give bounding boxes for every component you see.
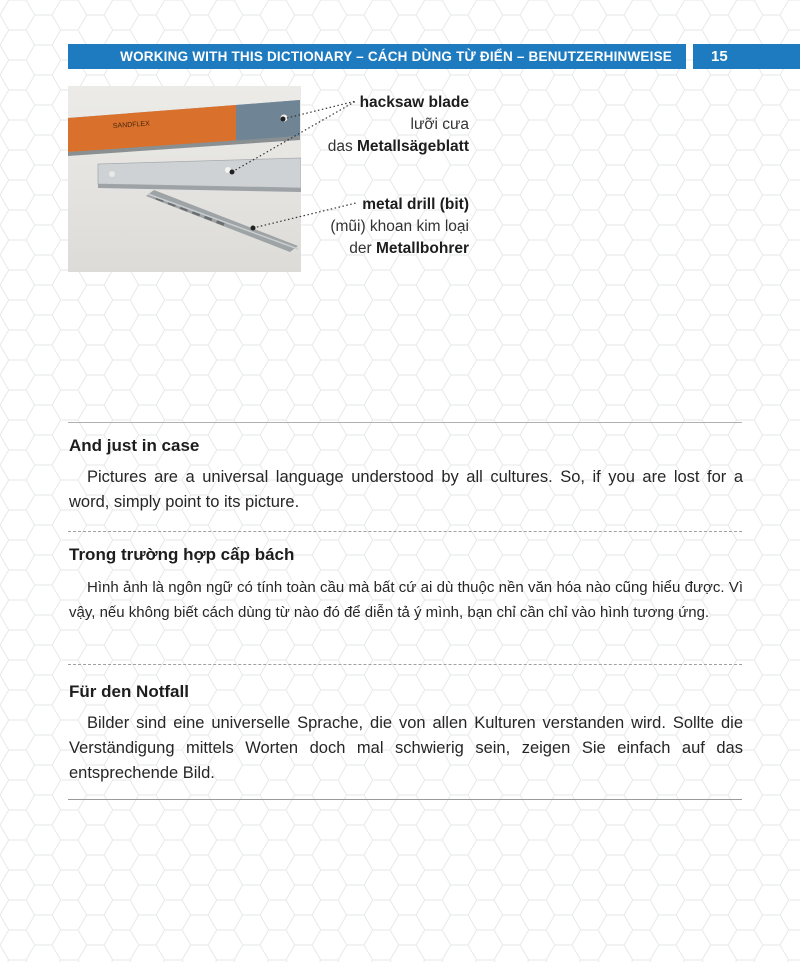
section-heading-german: Für den Notfall xyxy=(69,682,189,701)
section-heading-vietnamese: Trong trường hợp cấp bách xyxy=(69,545,295,564)
label-vietnamese: lưỡi cưa xyxy=(410,116,469,133)
page-number: 15 xyxy=(711,48,728,65)
section-heading-english: And just in case xyxy=(69,436,200,455)
page-header-title: WORKING WITH THIS DICTIONARY – CÁCH DÙNG TỪ ĐIỂN – BENUTZERHINWEISE xyxy=(120,49,672,64)
section-divider xyxy=(68,422,742,423)
label-german-article: der xyxy=(349,240,372,257)
section-body-english: Pictures are a universal language understood by all cultures. So, if you are lost for a word, simply point to its picture. xyxy=(69,468,743,511)
hacksaw-blade-label xyxy=(328,92,469,158)
label-vietnamese: (mũi) khoan kim loại xyxy=(330,218,469,235)
label-german xyxy=(328,136,469,158)
label-german-word: Metallsägeblatt xyxy=(357,138,469,155)
section-body-german: Bilder sind eine universelle Sprache, die von allen Kulturen verstanden wird. Sollte die Verständigung mittels Worten doch mal schwierig sein, zeigen Sie einfach auf das entsprechende Bild. xyxy=(69,714,743,782)
section-divider xyxy=(68,664,742,665)
label-english: metal drill (bit) xyxy=(362,196,469,213)
section-divider xyxy=(68,799,742,800)
section-body-vietnamese: Hình ảnh là ngôn ngữ có tính toàn cầu mà bất cứ ai dù thuộc nền văn hóa nào cũng hiểu được. Vì vậy, nếu không biết cách dùng từ nào đó để diễn tả ý mình, bạn chỉ cần chỉ vào hình tương ứng. xyxy=(69,579,743,621)
metal-drill-label xyxy=(330,194,469,260)
label-german xyxy=(330,238,469,260)
label-english: hacksaw blade xyxy=(359,94,469,111)
label-german-word: Metallbohrer xyxy=(375,240,469,257)
label-german-article: das xyxy=(327,138,353,155)
svg-text:SANDFLEX: SANDFLEX xyxy=(112,120,151,130)
section-divider xyxy=(68,531,742,532)
